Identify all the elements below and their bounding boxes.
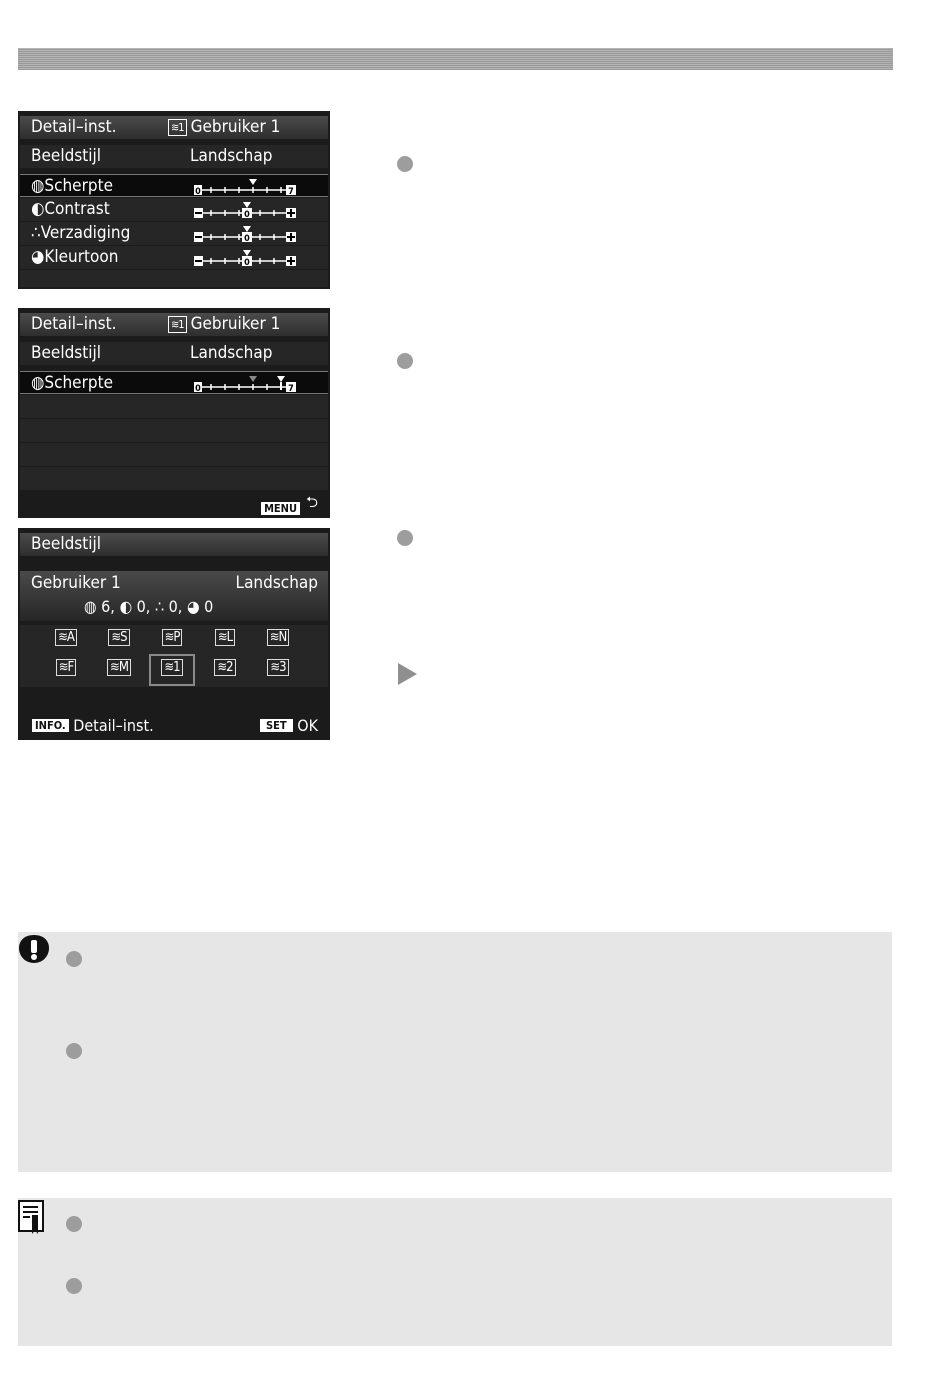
- setting-marker: [243, 202, 251, 208]
- sharpness-value: 6,: [101, 597, 115, 616]
- style-auto[interactable]: [48, 629, 84, 651]
- param-row-contrast[interactable]: [20, 198, 328, 221]
- saturation-slider[interactable]: [194, 226, 304, 242]
- bullet-icon: [397, 353, 413, 369]
- bullet-icon: [66, 951, 82, 967]
- param-row-saturation[interactable]: [20, 222, 328, 245]
- setting-marker: [243, 226, 251, 232]
- screen-header: [20, 313, 328, 336]
- selected-style-name: Gebruiker 1: [31, 573, 121, 593]
- color-tone-label-group: [31, 248, 118, 267]
- return-arrow-icon: ⮌: [305, 493, 318, 511]
- picture-style-value: Landschap: [190, 146, 273, 166]
- setting-marker: [243, 250, 251, 256]
- set-hint-label: OK: [297, 716, 318, 735]
- style-label: ≋L: [215, 629, 235, 646]
- sharpness-min: 0: [195, 384, 201, 392]
- empty-row: [20, 395, 328, 418]
- sharpness-adjust-screen: [18, 308, 330, 518]
- zero-mark: 0: [244, 258, 250, 266]
- bullet-icon: [397, 156, 413, 172]
- picture-style-label: Beeldstijl: [31, 146, 101, 166]
- style-user-2[interactable]: [207, 659, 243, 681]
- style-faithful[interactable]: [48, 659, 84, 681]
- header-label: Detail–inst.: [31, 117, 117, 137]
- picture-style-screen: [18, 528, 330, 740]
- color-tone-value: 0: [204, 597, 214, 616]
- screen-header: [20, 116, 328, 139]
- style-label: ≋N: [267, 629, 290, 646]
- set-hint[interactable]: [260, 716, 318, 735]
- empty-row: [20, 443, 328, 466]
- previous-setting-marker: [249, 376, 257, 382]
- style-monochrome[interactable]: [101, 659, 137, 681]
- bullet-icon: [66, 1278, 82, 1294]
- saturation-label-group: [31, 224, 130, 243]
- bullet-icon: [66, 1043, 82, 1059]
- style-label: ≋1: [161, 659, 182, 676]
- sharpness-label: Scherpte: [44, 373, 113, 393]
- sharpness-min: 0: [195, 187, 201, 195]
- picture-style-row: [20, 342, 328, 365]
- header-value-group: [168, 118, 280, 137]
- saturation-icon: ∴: [31, 223, 41, 243]
- user-defined-style-icon: ≋1: [168, 119, 187, 136]
- header-value: Gebruiker 1: [190, 314, 281, 334]
- picture-style-row: [20, 145, 328, 168]
- note-panel: [18, 1198, 892, 1346]
- contrast-value: 0,: [136, 597, 151, 616]
- style-label: ≋2: [214, 659, 235, 676]
- style-label: ≋M: [107, 659, 131, 676]
- style-user-1[interactable]: [154, 659, 190, 681]
- caution-icon: [18, 934, 50, 964]
- picture-style-value: Landschap: [190, 343, 273, 363]
- style-portrait[interactable]: [154, 629, 190, 651]
- picture-style-label: Beeldstijl: [31, 343, 101, 363]
- caution-panel: [18, 932, 892, 1172]
- header-value: Gebruiker 1: [190, 117, 281, 137]
- empty-row: [20, 419, 328, 442]
- saturation-icon: ∴: [154, 597, 165, 616]
- style-label: ≋A: [55, 629, 77, 646]
- sharpness-max: 7: [288, 187, 294, 195]
- zero-mark: 0: [244, 210, 250, 218]
- style-values: [84, 597, 213, 616]
- screen-title: Beeldstijl: [31, 534, 101, 554]
- style-label: ≋S: [108, 629, 129, 646]
- style-neutral[interactable]: [260, 629, 296, 651]
- style-landscape[interactable]: [207, 629, 243, 651]
- setting-marker: [277, 376, 285, 382]
- saturation-value: 0,: [168, 597, 183, 616]
- result-arrow-icon: [398, 663, 417, 685]
- saturation-label: Verzadiging: [40, 223, 131, 243]
- empty-row: [20, 270, 328, 287]
- sharpness-label-group: [31, 177, 113, 196]
- detail-settings-screen: [18, 111, 330, 289]
- param-row-sharpness[interactable]: [20, 371, 328, 394]
- style-standard[interactable]: [101, 629, 137, 651]
- info-button-icon: INFO.: [32, 719, 69, 732]
- style-label: ≋F: [56, 659, 77, 676]
- header-label: Detail–inst.: [31, 314, 117, 334]
- color-tone-slider[interactable]: [194, 250, 304, 266]
- info-hint[interactable]: [32, 716, 154, 735]
- bullet-icon: [397, 530, 413, 546]
- sharpness-label: Scherpte: [44, 176, 113, 196]
- sharpness-icon: ◍: [84, 597, 97, 616]
- selected-style-panel: [20, 571, 328, 621]
- header-value-group: [168, 315, 280, 334]
- param-row-sharpness[interactable]: [20, 174, 328, 197]
- color-tone-icon: ◕: [31, 247, 45, 267]
- contrast-label-group: [31, 200, 110, 219]
- color-tone-label: Kleurtoon: [44, 247, 119, 267]
- sharpness-icon: ◍: [31, 373, 45, 393]
- section-header-bar: [18, 48, 893, 70]
- sharpness-max: 7: [288, 384, 294, 392]
- style-label: ≋P: [162, 629, 183, 646]
- contrast-icon: ◐: [31, 199, 45, 219]
- selected-style-base: Landschap: [235, 573, 318, 593]
- sharpness-icon: ◍: [31, 176, 45, 196]
- color-tone-icon: ◕: [186, 597, 200, 616]
- bullet-icon: [66, 1216, 82, 1232]
- menu-button-icon[interactable]: MENU: [261, 502, 300, 515]
- sharpness-slider[interactable]: [194, 179, 304, 195]
- set-button-icon: SET: [260, 719, 293, 732]
- empty-row: [20, 467, 328, 490]
- note-icon: [18, 1200, 46, 1236]
- style-user-3[interactable]: [260, 659, 296, 681]
- contrast-icon: ◐: [119, 597, 133, 616]
- contrast-label: Contrast: [44, 199, 110, 219]
- info-hint-label: Detail–inst.: [73, 716, 154, 735]
- style-label: ≋3: [267, 659, 288, 676]
- setting-marker: [249, 179, 257, 185]
- contrast-slider[interactable]: [194, 202, 304, 218]
- sharpness-label-group: [31, 374, 113, 393]
- zero-mark: 0: [244, 234, 250, 242]
- param-row-color-tone[interactable]: [20, 246, 328, 269]
- sharpness-slider[interactable]: [194, 376, 304, 392]
- user-defined-style-icon: ≋1: [168, 316, 187, 333]
- screen-header: [20, 533, 328, 556]
